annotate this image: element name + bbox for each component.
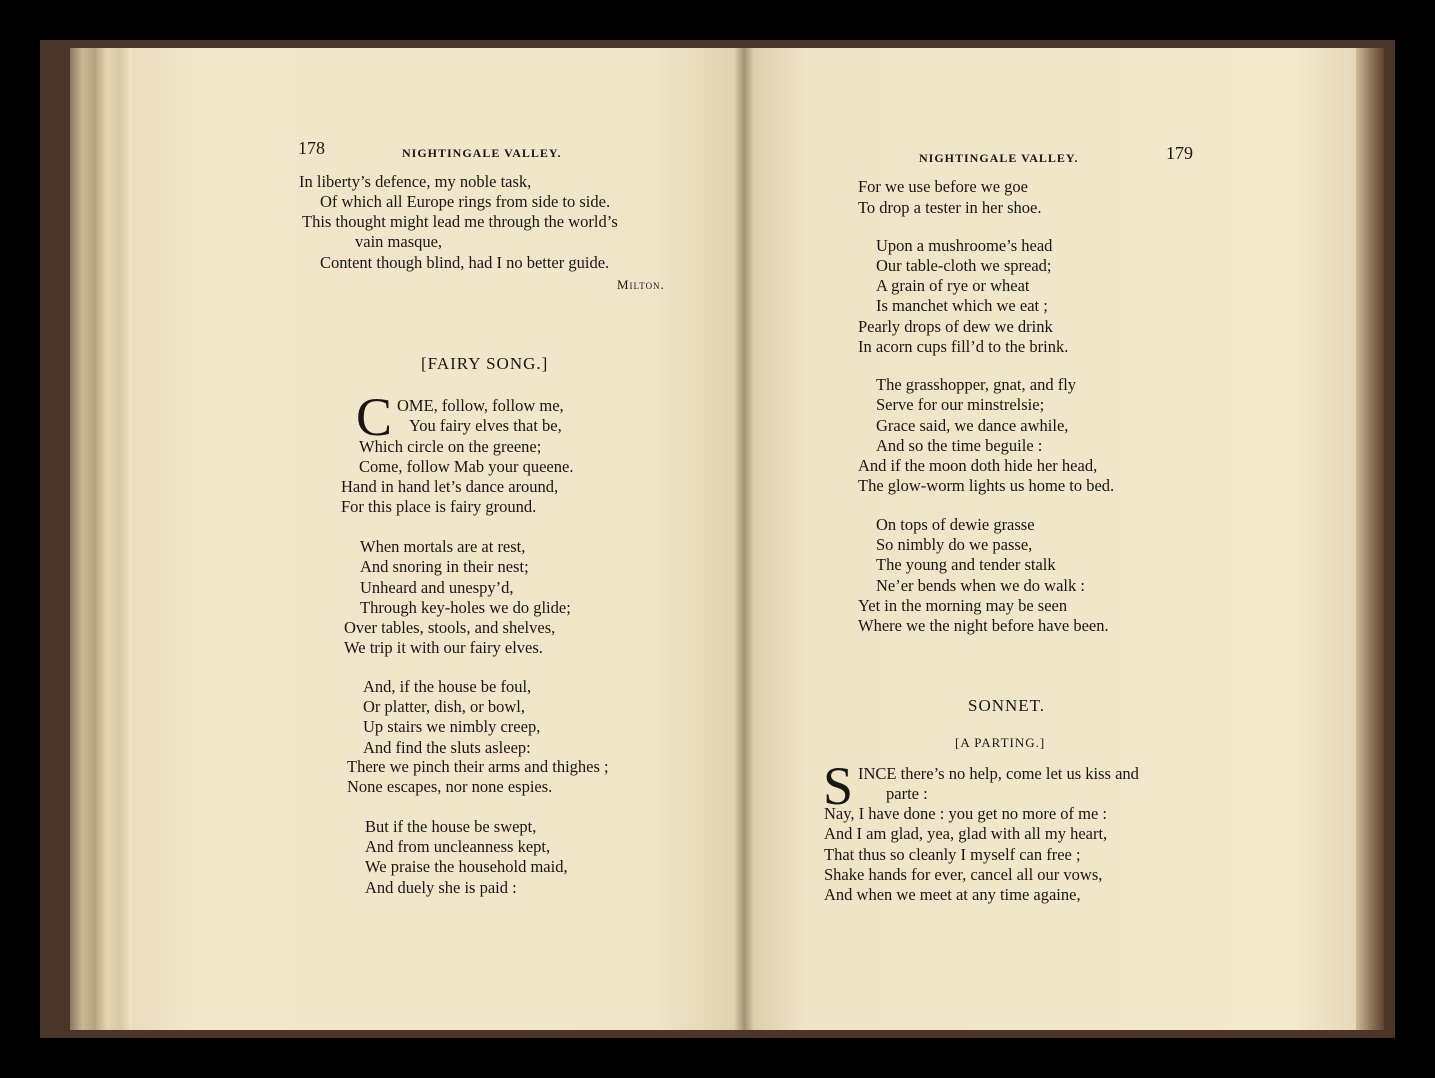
poem-line: And I am glad, yea, glad with all my heart, bbox=[824, 824, 1108, 843]
poem-line: In acorn cups fill’d to the brink. bbox=[858, 337, 1069, 356]
poem-line: Is manchet which we eat ; bbox=[876, 296, 1048, 315]
poem-line: So nimbly do we passe, bbox=[876, 535, 1033, 554]
page-stack-edge bbox=[70, 48, 132, 1030]
running-head: NIGHTINGALE VALLEY. bbox=[402, 146, 562, 160]
poem-line: The grasshopper, gnat, and fly bbox=[876, 375, 1077, 394]
poem-line: Our table-cloth we spread; bbox=[876, 256, 1052, 275]
drop-cap: C bbox=[356, 387, 393, 447]
poem-line: Where we the night before have been. bbox=[858, 616, 1109, 635]
poem-line: And, if the house be foul, bbox=[363, 677, 532, 696]
poem-line: To drop a tester in her shoe. bbox=[858, 198, 1042, 217]
poem-line: Nay, I have done : you get no more of me : bbox=[824, 804, 1108, 823]
poem-line: Serve for our minstrelsie; bbox=[876, 395, 1045, 414]
poem-line: And when we meet at any time againe, bbox=[824, 885, 1081, 904]
poem-line: We trip it with our fairy elves. bbox=[344, 638, 543, 657]
poem-line: Through key-holes we do glide; bbox=[360, 598, 571, 617]
poem-line: When mortals are at rest, bbox=[360, 537, 526, 556]
poem-line: Content though blind, had I no better guide. bbox=[320, 253, 610, 272]
running-head: NIGHTINGALE VALLEY. bbox=[919, 151, 1079, 165]
section-title: SONNET. bbox=[968, 696, 1046, 715]
poem-line: OME, follow, follow me, bbox=[397, 396, 564, 415]
poem-line: Pearly drops of dew we drink bbox=[858, 317, 1053, 336]
poem-line: INCE there’s no help, come let us kiss and bbox=[858, 764, 1139, 783]
section-subtitle: [A PARTING.] bbox=[955, 735, 1046, 750]
poem-line: Of which all Europe rings from side to side. bbox=[320, 192, 611, 211]
poem-line: Hand in hand let’s dance around, bbox=[341, 477, 559, 496]
page-number: 179 bbox=[1166, 143, 1193, 163]
poem-line: For we use before we goe bbox=[858, 177, 1028, 196]
poem-line: This thought might lead me through the world’s bbox=[302, 212, 618, 231]
poem-line: You fairy elves that be, bbox=[409, 416, 562, 435]
poem-line: And if the moon doth hide her head, bbox=[858, 456, 1098, 475]
poem-line: We praise the household maid, bbox=[365, 857, 568, 876]
right-cover-edge bbox=[1356, 48, 1384, 1030]
poem-line: Unheard and unespy’d, bbox=[360, 578, 514, 597]
poem-line: The young and tender stalk bbox=[876, 555, 1056, 574]
section-title: [FAIRY SONG.] bbox=[421, 354, 549, 373]
attribution: Milton. bbox=[617, 277, 665, 292]
poem-line: A grain of rye or wheat bbox=[876, 276, 1030, 295]
poem-line: In liberty’s defence, my noble task, bbox=[299, 172, 532, 191]
poem-line: Come, follow Mab your queene. bbox=[359, 457, 574, 476]
poem-line: And snoring in their nest; bbox=[360, 557, 529, 576]
poem-line: Upon a mushroome’s head bbox=[876, 236, 1053, 255]
poem-line: Which circle on the greene; bbox=[359, 437, 542, 456]
page-number: 178 bbox=[298, 138, 325, 158]
poem-line: There we pinch their arms and thighes ; bbox=[347, 757, 609, 776]
poem-line: But if the house be swept, bbox=[365, 817, 537, 836]
poem-line: The glow-worm lights us home to bed. bbox=[858, 476, 1115, 495]
poem-line: parte : bbox=[886, 784, 928, 803]
poem-line: Yet in the morning may be seen bbox=[858, 596, 1068, 615]
poem-line: For this place is fairy ground. bbox=[341, 497, 537, 516]
poem-line: And so the time beguile : bbox=[876, 436, 1043, 455]
poem-line: Up stairs we nimbly creep, bbox=[363, 717, 541, 736]
poem-line: Or platter, dish, or bowl, bbox=[363, 697, 526, 716]
poem-line: And find the sluts asleep: bbox=[363, 738, 531, 757]
poem-line: That thus so cleanly I myself can free ; bbox=[824, 845, 1081, 864]
poem-line: None escapes, nor none espies. bbox=[347, 777, 553, 796]
gutter-shadow bbox=[734, 48, 754, 1030]
poem-line: On tops of dewie grasse bbox=[876, 515, 1035, 534]
poem-line: vain masque, bbox=[355, 232, 443, 251]
drop-cap: S bbox=[823, 756, 854, 816]
poem-line: Ne’er bends when we do walk : bbox=[876, 576, 1085, 595]
poem-line: Over tables, stools, and shelves, bbox=[344, 618, 556, 637]
poem-line: Shake hands for ever, cancel all our vows, bbox=[824, 865, 1103, 884]
poem-line: Grace said, we dance awhile, bbox=[876, 416, 1069, 435]
poem-line: And duely she is paid : bbox=[365, 878, 517, 897]
poem-line: And from uncleanness kept, bbox=[365, 837, 551, 856]
